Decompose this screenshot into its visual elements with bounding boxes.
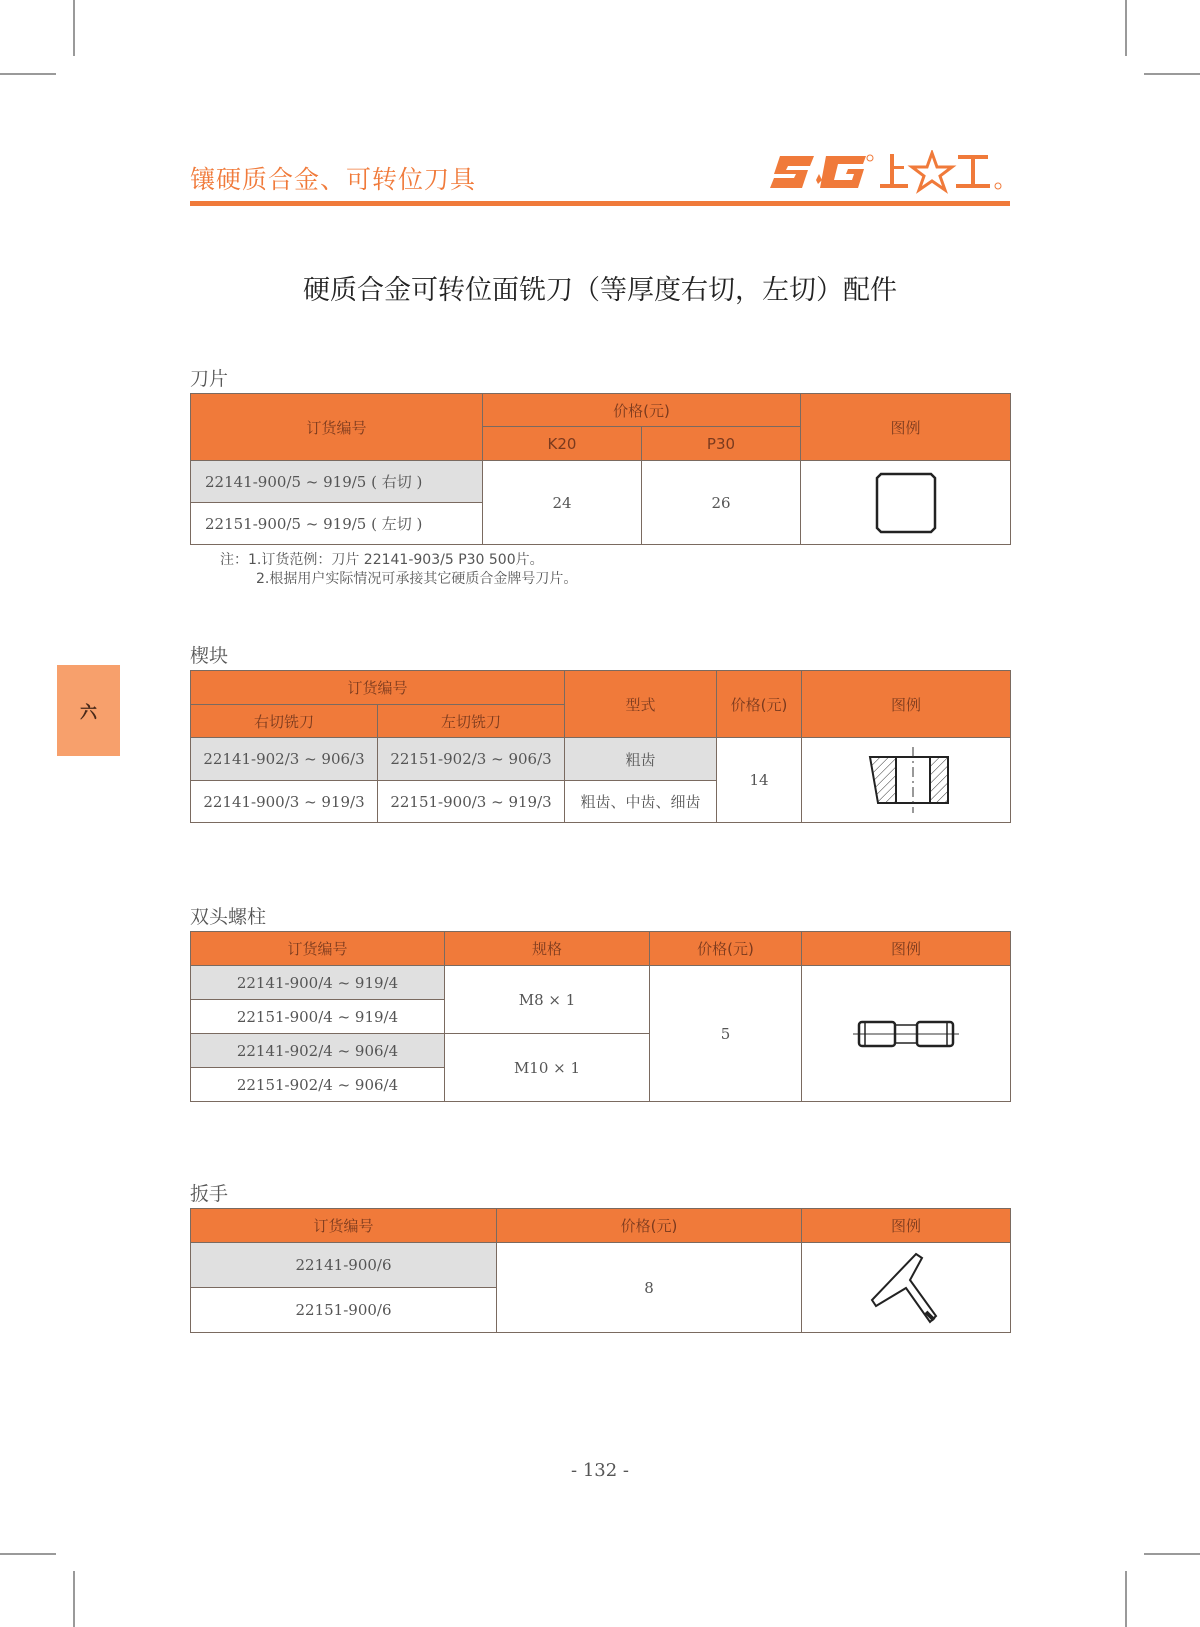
brand-logo bbox=[770, 150, 1010, 194]
crop-mark bbox=[0, 1553, 56, 1555]
header-order-no: 订货编号 bbox=[191, 394, 483, 461]
crop-mark bbox=[1125, 1571, 1127, 1627]
header-spec: 规格 bbox=[445, 932, 650, 966]
right-cut-cell: 22141-900/3 ~ 919/3 bbox=[191, 781, 378, 823]
order-no-cell: 22141-902/4 ~ 906/4 bbox=[191, 1034, 445, 1068]
order-no-cell: 22151-902/4 ~ 906/4 bbox=[191, 1068, 445, 1102]
header-price: 价格(元) bbox=[497, 1209, 802, 1243]
note-line: 注：1.订货范例：刀片 22141-903/5 P30 500片。 bbox=[220, 552, 544, 568]
page-title: 硬质合金可转位面铣刀（等厚度右切，左切）配件 bbox=[303, 275, 897, 306]
crop-mark bbox=[1125, 0, 1127, 56]
left-cut-cell: 22151-902/3 ~ 906/3 bbox=[378, 738, 565, 781]
order-no-cell: 22151-900/5 ~ 919/5 ( 左切 ) bbox=[191, 503, 483, 545]
crop-mark bbox=[0, 73, 56, 75]
header-p30: P30 bbox=[642, 427, 801, 461]
header-right-cut: 右切铣刀 bbox=[191, 705, 378, 738]
chapter-tab: 六 bbox=[57, 665, 120, 756]
figure-cell bbox=[802, 966, 1011, 1102]
crop-mark bbox=[73, 1571, 75, 1627]
spec-cell: M8 × 1 bbox=[445, 966, 650, 1034]
price-cell: 8 bbox=[497, 1243, 802, 1333]
header-figure: 图例 bbox=[801, 394, 1011, 461]
order-no-cell: 22141-900/5 ~ 919/5 ( 右切 ) bbox=[191, 461, 483, 503]
section-label-blades: 刀片 bbox=[190, 368, 229, 390]
spec-cell: M10 × 1 bbox=[445, 1034, 650, 1102]
header-type: 型式 bbox=[565, 671, 717, 738]
t-wrench-icon bbox=[866, 1250, 946, 1326]
stud-table bbox=[190, 931, 1011, 1102]
header-k20: K20 bbox=[483, 427, 642, 461]
blade-insert-icon bbox=[875, 472, 937, 534]
header-price: 价格(元) bbox=[650, 932, 802, 966]
crop-mark bbox=[1144, 73, 1200, 75]
price-cell: 14 bbox=[717, 738, 802, 823]
right-cut-cell: 22141-902/3 ~ 906/3 bbox=[191, 738, 378, 781]
header-rule bbox=[190, 201, 1010, 206]
crop-mark bbox=[73, 0, 75, 56]
sg-logo-icon bbox=[770, 150, 1010, 194]
crop-mark bbox=[1144, 1553, 1200, 1555]
left-cut-cell: 22151-900/3 ~ 919/3 bbox=[378, 781, 565, 823]
wrench-table bbox=[190, 1208, 1011, 1333]
table-row bbox=[191, 461, 1011, 503]
type-cell: 粗齿、中齿、细齿 bbox=[565, 781, 717, 823]
table-row bbox=[191, 966, 1011, 1000]
header-order-no: 订货编号 bbox=[191, 1209, 497, 1243]
price-p30-cell: 26 bbox=[642, 461, 801, 545]
page-number: - 132 - bbox=[571, 1460, 629, 1481]
price-cell: 5 bbox=[650, 966, 802, 1102]
figure-cell bbox=[802, 1243, 1011, 1333]
header-figure: 图例 bbox=[802, 932, 1011, 966]
header-price: 价格(元) bbox=[483, 394, 801, 427]
header-price: 价格(元) bbox=[717, 671, 802, 738]
header-figure: 图例 bbox=[802, 1209, 1011, 1243]
table-row bbox=[191, 1243, 1011, 1288]
figure-cell bbox=[802, 738, 1011, 823]
section-label-stud: 双头螺柱 bbox=[190, 906, 267, 928]
blades-table bbox=[190, 393, 1011, 545]
table-row bbox=[191, 738, 1011, 781]
figure-cell bbox=[801, 461, 1011, 545]
price-k20-cell: 24 bbox=[483, 461, 642, 545]
header-figure: 图例 bbox=[802, 671, 1011, 738]
note-line: 2.根据用户实际情况可承接其它硬质合金牌号刀片。 bbox=[256, 571, 578, 587]
header-order-no: 订货编号 bbox=[191, 671, 565, 705]
header-order-no: 订货编号 bbox=[191, 932, 445, 966]
order-no-cell: 22141-900/4 ~ 919/4 bbox=[191, 966, 445, 1000]
order-no-cell: 22141-900/6 bbox=[191, 1243, 497, 1288]
wedge-block-icon bbox=[858, 745, 954, 815]
section-label-wedge: 楔块 bbox=[190, 645, 229, 667]
section-label-wrench: 扳手 bbox=[190, 1183, 229, 1205]
header-left-cut: 左切铣刀 bbox=[378, 705, 565, 738]
wedge-table bbox=[190, 670, 1011, 823]
note-text bbox=[220, 551, 577, 589]
header-title: 镶硬质合金、可转位刀具 bbox=[190, 165, 477, 194]
type-cell: 粗齿 bbox=[565, 738, 717, 781]
double-end-stud-icon bbox=[851, 1014, 961, 1054]
order-no-cell: 22151-900/6 bbox=[191, 1288, 497, 1333]
order-no-cell: 22151-900/4 ~ 919/4 bbox=[191, 1000, 445, 1034]
